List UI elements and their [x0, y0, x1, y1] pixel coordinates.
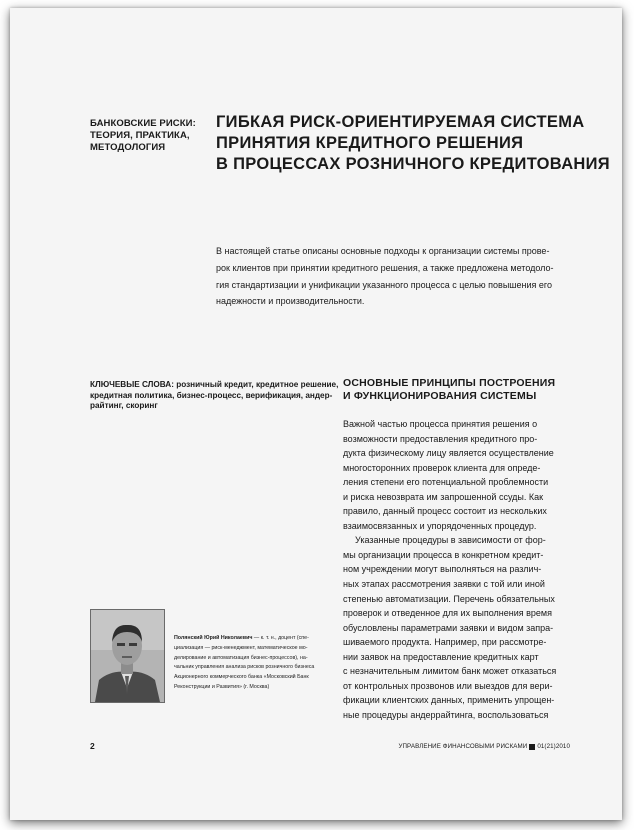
section-heading	[343, 377, 593, 403]
body-line: и риска невозврата им запрошенной ссуды. Как	[343, 491, 544, 502]
title-line: ГИБКАЯ РИСК-ОРИЕНТИРУЕМАЯ СИСТЕМА	[216, 113, 585, 131]
journal-page	[10, 8, 622, 820]
author-bio-line: чальник управления анализа рисков розничного бизнеса	[174, 664, 315, 671]
body-line: Указанные процедуры в зависимости от фор-	[355, 535, 546, 546]
author-bio-line: — к. т. н., доцент (спе-	[252, 635, 309, 641]
title-line: ПРИНЯТИЯ КРЕДИТНОГО РЕШЕНИЯ	[216, 134, 524, 152]
keywords-line: райтинг, скоринг	[90, 401, 158, 410]
title-line: В ПРОЦЕССАХ РОЗНИЧНОГО КРЕДИТОВАНИЯ	[216, 155, 610, 173]
journal-name: УПРАВЛЕНИЕ ФИНАНСОВЫМИ РИСКАМИ	[398, 743, 528, 750]
author-photo	[90, 609, 165, 703]
keywords-line: КЛЮЧЕВЫЕ СЛОВА: розничный кредит, кредитное решение,	[90, 380, 339, 389]
running-footer	[398, 743, 570, 750]
body-line: ном учреждении могут выполняться на различ-	[343, 564, 542, 575]
rubric-label	[90, 118, 220, 154]
body-line: фикации клиентских данных, применить упрощен-	[343, 695, 555, 706]
body-line: правило, данный процесс состоит из нескольких	[343, 506, 547, 517]
keywords-block	[90, 380, 340, 412]
author-bio-line: циализация — риск-менеджмент, математическое мо-	[174, 644, 308, 651]
rubric-line: МЕТОДОЛОГИЯ	[90, 142, 166, 153]
rubric-line: БАНКОВСКИЕ РИСКИ:	[90, 118, 196, 129]
section-heading-line: И ФУНКЦИОНИРОВАНИЯ СИСТЕМЫ	[343, 390, 537, 402]
body-line: проверок и отведенное для их выполнения время	[343, 608, 552, 619]
body-line: ления степени его потенциальной проблемности	[343, 477, 549, 488]
author-bio-line: Реконструкции и Развития» (г. Москва)	[174, 683, 270, 690]
lead-line: В настоящей статье описаны основные подходы к организации системы прове-	[216, 246, 550, 256]
body-line: с незначительным лимитом банк может отказаться	[343, 666, 557, 677]
body-line: мы организации процесса в конкретном кредит-	[343, 549, 544, 560]
lead-line: рок клиентов при принятии кредитного решения, а также предложена методоло-	[216, 262, 554, 273]
author-bio	[174, 634, 342, 693]
lead-line: гия стандартизации и унификации указанного процесса с целью повышения его	[216, 279, 552, 290]
body-line: многосторонних проверок клиента для опреде-	[343, 462, 541, 473]
lead-line: надежности и производительности.	[216, 296, 365, 307]
body-line: нии заявок на предоставление кредитных карт	[343, 651, 539, 662]
body-line: шиваемого продукта. Например, при рассмотре-	[343, 637, 547, 648]
body-line: взаимосвязанных и упорядоченных процедур.	[343, 520, 537, 531]
author-portrait	[91, 610, 164, 702]
body-line: ных этапах рассмотрения заявки с той или иной	[343, 579, 545, 590]
body-line: возможности предоставления кредитного про-	[343, 433, 538, 444]
body-line: от контрольных прозвонов или выездов для вери-	[343, 680, 553, 691]
body-line: дукта физическому лицу является осуществление	[343, 448, 554, 459]
lead-paragraph	[216, 243, 588, 310]
author-bio-line: Акционерного коммерческого банка «Московский Банк	[174, 674, 309, 681]
page-number: 2	[90, 741, 95, 751]
body-line: Важной частью процесса принятия решения о	[343, 419, 538, 429]
keywords-line: кредитная политика, бизнес-процесс, верификация, андер-	[90, 390, 333, 400]
square-bullet-icon	[529, 744, 535, 750]
author-bio-line: делирование и автоматизация бизнес-процессов), на-	[174, 654, 308, 661]
body-line: ные процедуры андеррайтинга, воспользоваться	[343, 709, 549, 720]
author-name: Полянский Юрий Николаевич	[174, 635, 253, 641]
body-line: степенью автоматизации. Перечень обязательных	[343, 593, 555, 604]
body-text-column	[343, 417, 598, 722]
rubric-line: ТЕОРИЯ, ПРАКТИКА,	[90, 130, 190, 141]
issue-number: 01(21)2010	[537, 743, 570, 750]
body-line: обусловлены параметрами заявки и видом запра-	[343, 622, 554, 633]
article-title	[216, 112, 610, 175]
section-heading-line: ОСНОВНЫЕ ПРИНЦИПЫ ПОСТРОЕНИЯ	[343, 377, 556, 389]
